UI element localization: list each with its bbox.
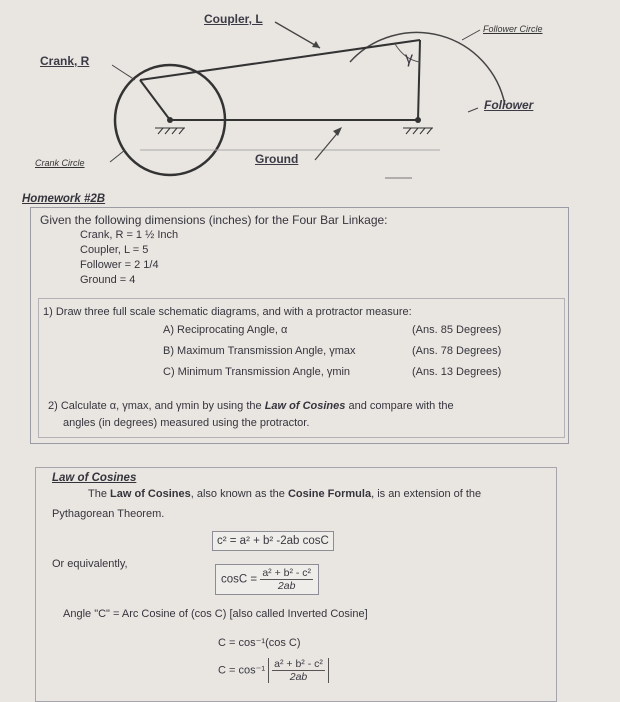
ground-label: Ground — [255, 152, 299, 166]
homework-intro: Given the following dimensions (inches) for the Four Bar Linkage: — [40, 213, 388, 227]
q2-law-of-cosines: Law of Cosines — [264, 400, 346, 412]
q1-item-a-label: A) Reciprocating Angle, α — [163, 324, 288, 336]
arc-cos-fraction — [272, 658, 325, 683]
angle-c-description: Angle "C" = Arc Cosine of (cos C) [also called Inverted Cosine] — [63, 608, 368, 620]
or-equivalently: Or equivalently, — [52, 558, 128, 570]
q1-item-c-answer: (Ans. 13 Degrees) — [412, 366, 502, 378]
crank-label: Crank, R — [40, 54, 90, 68]
arc-cos-numerator: a² + b² - c² — [274, 658, 323, 670]
law-title: Law of Cosines — [52, 472, 137, 484]
q2-text-b: α, γmax, and γmin by using the — [109, 400, 262, 412]
q1-item-b-answer: (Ans. 78 Degrees) — [412, 345, 502, 357]
dim-coupler: Coupler, L = 5 — [80, 244, 149, 256]
q2-text-d: and compare with the — [348, 400, 454, 412]
gamma-symbol: γ — [405, 50, 413, 67]
dim-ground: Ground = 4 — [80, 274, 136, 286]
q1-item-a-answer: (Ans. 85 Degrees) — [412, 324, 502, 336]
law-text-c: , also known as the — [190, 488, 285, 500]
homework-title: Homework #2B — [22, 193, 106, 205]
q1-item-b-label: B) Maximum Transmission Angle, γmax — [163, 345, 356, 357]
coupler-link — [140, 40, 420, 80]
law-line-2: Pythagorean Theorem. — [52, 508, 165, 520]
follower-link — [418, 40, 420, 120]
law-text-a: The — [88, 488, 107, 500]
fraction-numerator: a² + b² - c² — [262, 567, 312, 579]
law-text-e: , is an extension of the — [371, 488, 482, 500]
question-2-line-1 — [48, 400, 454, 412]
formula-law-of-cosines: c² = a² + b² -2ab cosC — [212, 531, 334, 551]
follower-circle-label: Follower Circle — [483, 24, 543, 34]
cos-c-lhs: cosC = — [221, 573, 258, 586]
law-text-b: Law of Cosines — [110, 488, 191, 500]
cos-c-fraction — [260, 567, 313, 592]
question-2-line-2: angles (in degrees) measured using the protractor. — [63, 417, 310, 429]
formula-cos-c — [215, 564, 319, 595]
crank-circle-label: Crank Circle — [35, 158, 85, 168]
dim-follower: Follower = 2 1/4 — [80, 259, 159, 271]
dim-crank: Crank, R = 1 ½ Inch — [80, 229, 179, 241]
arc-cos-denominator: 2ab — [289, 671, 308, 683]
law-text-d: Cosine Formula — [287, 488, 372, 500]
follower-circle-arc — [350, 32, 505, 105]
fraction-denominator: 2ab — [277, 580, 296, 592]
law-line-1 — [88, 488, 481, 500]
formula-arc-cosine: C = cos⁻¹(cos C) — [218, 637, 301, 649]
arc-cos-bracket — [268, 658, 329, 683]
arc-cos-lhs: C = cos⁻¹ — [218, 664, 266, 677]
coupler-label: Coupler, L — [204, 12, 263, 26]
question-1: 1) Draw three full scale schematic diagrams, and with a protractor measure: — [43, 306, 412, 318]
q1-item-c-label: C) Minimum Transmission Angle, γmin — [163, 366, 351, 378]
follower-label: Follower — [484, 98, 534, 112]
formula-arc-cosine-expanded — [218, 658, 329, 683]
q2-text-a: 2) Calculate — [48, 400, 107, 412]
